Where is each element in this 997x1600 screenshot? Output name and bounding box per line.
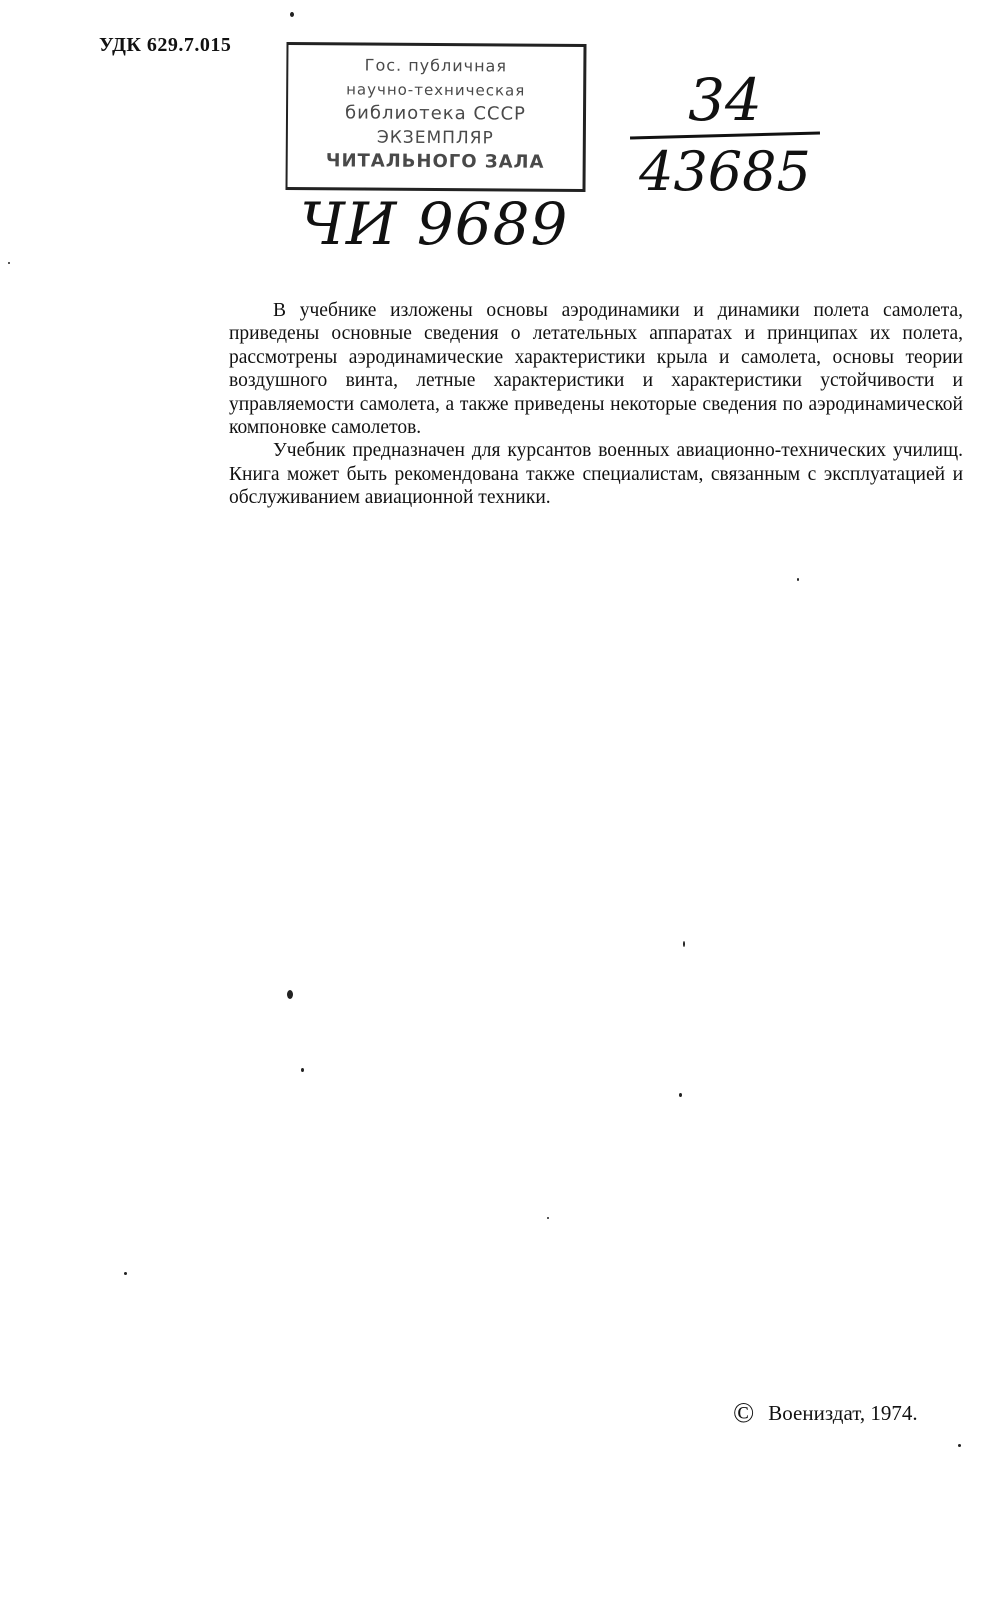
udk-code: УДК 629.7.015 (99, 34, 232, 56)
publisher-year: Воениздат, 1974. (768, 1401, 918, 1425)
scan-speck (679, 1093, 682, 1097)
stamp-line: ЭКЗЕМПЛЯР (376, 127, 494, 149)
stamp-line: ЧИТАЛЬНОГО ЗАЛА (325, 150, 545, 173)
handwritten-shelf-mark (630, 66, 820, 203)
copyright-line (733, 1398, 918, 1430)
stamp-line: научно-техническая (346, 80, 526, 100)
scan-speck (683, 941, 685, 947)
handwritten-inventory-number: ЧИ 9689 (300, 190, 569, 258)
scan-speck (301, 1068, 304, 1072)
shelf-mark-top: 34 (688, 66, 762, 134)
scan-speck (958, 1444, 961, 1447)
scan-speck (290, 12, 294, 17)
scan-speck (547, 1217, 549, 1219)
library-stamp (285, 42, 586, 192)
book-abstract (229, 299, 963, 510)
stamp-line: Гос. публичная (364, 55, 508, 76)
scan-speck (797, 578, 799, 581)
stamp-line: библиотека СССР (345, 102, 527, 125)
scan-speck (124, 1272, 127, 1275)
shelf-mark-bottom: 43685 (639, 140, 811, 203)
scan-speck (287, 990, 293, 999)
abstract-paragraph: В учебнике изложены основы аэродинамики и динамики полета самолета, приведены основные сведения о летательных аппаратах и принципах их полета, рассмотрены аэродинамические характеристики крыла и самолета, основы теории воздушного винта, летные характеристики и характеристики устойчивости и управляемости самолета, а также приведены некоторые сведения по аэродинамической компоновке самолетов. (229, 300, 963, 439)
scan-speck (8, 262, 10, 264)
copyright-symbol: © (733, 1398, 755, 1429)
abstract-paragraph: Учебник предназначен для курсантов военных авиационно-технических училищ. Книга может быть рекомендована также специалистам, связанным с эксплуатацией и обслуживанием авиационной техники. (229, 440, 963, 509)
